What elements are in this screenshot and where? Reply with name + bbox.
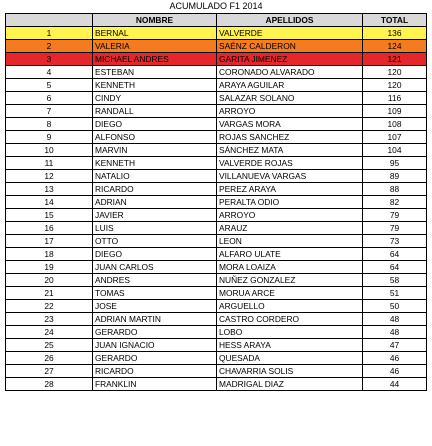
- nombre-cell[interactable]: GERARDO: [93, 326, 217, 339]
- apellidos-cell[interactable]: ALFARO ULATE: [217, 248, 363, 261]
- position-cell[interactable]: 18: [6, 248, 93, 261]
- nombre-cell[interactable]: OTTO: [93, 235, 217, 248]
- position-cell[interactable]: 6: [6, 92, 93, 105]
- apellidos-cell[interactable]: CASTRO CORDERO: [217, 313, 363, 326]
- table-row[interactable]: [6, 40, 427, 53]
- table-row[interactable]: [6, 79, 427, 92]
- standings-table: [5, 13, 427, 391]
- nombre-cell[interactable]: CINDY: [93, 92, 217, 105]
- position-cell[interactable]: 1: [6, 27, 93, 40]
- apellidos-cell[interactable]: ARGUELLO: [217, 300, 363, 313]
- table-row[interactable]: [6, 300, 427, 313]
- nombre-cell[interactable]: JOSE: [93, 300, 217, 313]
- table-row[interactable]: [6, 118, 427, 131]
- apellidos-cell[interactable]: ARROYO: [217, 209, 363, 222]
- nombre-cell[interactable]: LUIS: [93, 222, 217, 235]
- nombre-cell[interactable]: VALERIA: [93, 40, 217, 53]
- position-cell[interactable]: 21: [6, 287, 93, 300]
- table-row[interactable]: [6, 66, 427, 79]
- nombre-cell[interactable]: KENNETH: [93, 79, 217, 92]
- nombre-cell[interactable]: JUAN IGNACIO: [93, 339, 217, 352]
- apellidos-cell[interactable]: QUESADA: [217, 352, 363, 365]
- total-cell[interactable]: 116: [363, 92, 427, 105]
- total-cell[interactable]: 109: [363, 105, 427, 118]
- total-cell[interactable]: 44: [363, 378, 427, 391]
- apellidos-cell[interactable]: CORONADO ALVARADO: [217, 66, 363, 79]
- position-cell[interactable]: 26: [6, 352, 93, 365]
- header-nombre: NOMBRE: [93, 14, 217, 27]
- table-row[interactable]: [6, 352, 427, 365]
- position-cell[interactable]: 7: [6, 105, 93, 118]
- total-cell[interactable]: 50: [363, 300, 427, 313]
- total-cell[interactable]: 73: [363, 235, 427, 248]
- position-cell[interactable]: 27: [6, 365, 93, 378]
- nombre-cell[interactable]: MARVIN: [93, 144, 217, 157]
- total-cell[interactable]: 82: [363, 196, 427, 209]
- apellidos-cell[interactable]: ROJAS SANCHEZ: [217, 131, 363, 144]
- position-cell[interactable]: 22: [6, 300, 93, 313]
- nombre-cell[interactable]: KENNETH: [93, 157, 217, 170]
- total-cell[interactable]: 47: [363, 339, 427, 352]
- nombre-cell[interactable]: GERARDO: [93, 352, 217, 365]
- total-cell[interactable]: 79: [363, 222, 427, 235]
- position-cell[interactable]: 2: [6, 40, 93, 53]
- nombre-cell[interactable]: FRANKLIN: [93, 378, 217, 391]
- table-body: [6, 27, 427, 391]
- position-cell[interactable]: 10: [6, 144, 93, 157]
- position-cell[interactable]: 15: [6, 209, 93, 222]
- position-cell[interactable]: 4: [6, 66, 93, 79]
- total-cell[interactable]: 64: [363, 248, 427, 261]
- apellidos-cell[interactable]: PEREZ ARAYA: [217, 183, 363, 196]
- table-row[interactable]: [6, 170, 427, 183]
- apellidos-cell[interactable]: MADRIGAL DIAZ: [217, 378, 363, 391]
- apellidos-cell[interactable]: SALAZAR SOLANO: [217, 92, 363, 105]
- nombre-cell[interactable]: DIEGO: [93, 118, 217, 131]
- total-cell[interactable]: 46: [363, 365, 427, 378]
- table-row[interactable]: [6, 183, 427, 196]
- apellidos-cell[interactable]: VALVERDE ROJAS: [217, 157, 363, 170]
- nombre-cell[interactable]: BERNAL: [93, 27, 217, 40]
- nombre-cell[interactable]: RICARDO: [93, 183, 217, 196]
- total-cell[interactable]: 108: [363, 118, 427, 131]
- total-cell[interactable]: 58: [363, 274, 427, 287]
- header-apellidos: APELLIDOS: [217, 14, 363, 27]
- apellidos-cell[interactable]: GARITA JIMENEZ: [217, 53, 363, 66]
- apellidos-cell[interactable]: SÁNCHEZ MATA: [217, 144, 363, 157]
- table-row[interactable]: [6, 222, 427, 235]
- apellidos-cell[interactable]: MORA LOAIZA: [217, 261, 363, 274]
- table-row[interactable]: [6, 53, 427, 66]
- table-row[interactable]: [6, 274, 427, 287]
- total-cell[interactable]: 124: [363, 40, 427, 53]
- apellidos-cell[interactable]: ARAUZ: [217, 222, 363, 235]
- position-cell[interactable]: 8: [6, 118, 93, 131]
- apellidos-cell[interactable]: MORUA ARCE: [217, 287, 363, 300]
- apellidos-cell[interactable]: VALVERDE: [217, 27, 363, 40]
- nombre-cell[interactable]: TOMAS: [93, 287, 217, 300]
- sheet-title: ACUMULADO F1 2014: [169, 1, 263, 11]
- header-position: [6, 14, 93, 27]
- total-cell[interactable]: 51: [363, 287, 427, 300]
- total-cell[interactable]: 107: [363, 131, 427, 144]
- total-cell[interactable]: 136: [363, 27, 427, 40]
- total-cell[interactable]: 104: [363, 144, 427, 157]
- total-cell[interactable]: 48: [363, 326, 427, 339]
- nombre-cell[interactable]: ANDRES: [93, 274, 217, 287]
- total-cell[interactable]: 79: [363, 209, 427, 222]
- table-row[interactable]: [6, 105, 427, 118]
- position-cell[interactable]: 12: [6, 170, 93, 183]
- position-cell[interactable]: 16: [6, 222, 93, 235]
- nombre-cell[interactable]: RICARDO: [93, 365, 217, 378]
- nombre-cell[interactable]: ADRIAN: [93, 196, 217, 209]
- position-cell[interactable]: 14: [6, 196, 93, 209]
- table-row[interactable]: [6, 378, 427, 391]
- position-cell[interactable]: 25: [6, 339, 93, 352]
- position-cell[interactable]: 23: [6, 313, 93, 326]
- nombre-cell[interactable]: ADRIAN MARTIN: [93, 313, 217, 326]
- nombre-cell[interactable]: JAVIER: [93, 209, 217, 222]
- table-row[interactable]: [6, 27, 427, 40]
- apellidos-cell[interactable]: VILLANUEVA VARGAS: [217, 170, 363, 183]
- nombre-cell[interactable]: ESTEBAN: [93, 66, 217, 79]
- nombre-cell[interactable]: DIEGO: [93, 248, 217, 261]
- nombre-cell[interactable]: NATALIO: [93, 170, 217, 183]
- header-row: [6, 14, 427, 27]
- table-row[interactable]: [6, 248, 427, 261]
- position-cell[interactable]: 28: [6, 378, 93, 391]
- apellidos-cell[interactable]: NUÑEZ GONZALEZ: [217, 274, 363, 287]
- table-row[interactable]: [6, 339, 427, 352]
- total-cell[interactable]: 64: [363, 261, 427, 274]
- table-row[interactable]: [6, 144, 427, 157]
- position-cell[interactable]: 20: [6, 274, 93, 287]
- apellidos-cell[interactable]: LEON: [217, 235, 363, 248]
- position-cell[interactable]: 19: [6, 261, 93, 274]
- table-row[interactable]: [6, 261, 427, 274]
- apellidos-cell[interactable]: HESS ARAYA: [217, 339, 363, 352]
- apellidos-cell[interactable]: ARROYO: [217, 105, 363, 118]
- nombre-cell[interactable]: RANDALL: [93, 105, 217, 118]
- total-cell[interactable]: 95: [363, 157, 427, 170]
- position-cell[interactable]: 11: [6, 157, 93, 170]
- apellidos-cell[interactable]: ARAYA AGUILAR: [217, 79, 363, 92]
- position-cell[interactable]: 3: [6, 53, 93, 66]
- total-cell[interactable]: 46: [363, 352, 427, 365]
- total-cell[interactable]: 48: [363, 313, 427, 326]
- apellidos-cell[interactable]: VARGAS MORA: [217, 118, 363, 131]
- header-total: TOTAL: [363, 14, 427, 27]
- total-cell[interactable]: 120: [363, 66, 427, 79]
- table-row[interactable]: [6, 209, 427, 222]
- position-cell[interactable]: 5: [6, 79, 93, 92]
- table-row[interactable]: [6, 326, 427, 339]
- position-cell[interactable]: 24: [6, 326, 93, 339]
- position-cell[interactable]: 9: [6, 131, 93, 144]
- apellidos-cell[interactable]: PERALTA ODIO: [217, 196, 363, 209]
- table-row[interactable]: [6, 196, 427, 209]
- table-row[interactable]: [6, 157, 427, 170]
- nombre-cell[interactable]: JUAN CARLOS: [93, 261, 217, 274]
- table-row[interactable]: [6, 313, 427, 326]
- position-cell[interactable]: 13: [6, 183, 93, 196]
- nombre-cell[interactable]: MICHAEL ANDRES: [93, 53, 217, 66]
- table-row[interactable]: [6, 235, 427, 248]
- position-cell[interactable]: 17: [6, 235, 93, 248]
- apellidos-cell[interactable]: SAÉNZ CALDERON: [217, 40, 363, 53]
- total-cell[interactable]: 88: [363, 183, 427, 196]
- total-cell[interactable]: 121: [363, 53, 427, 66]
- table-row[interactable]: [6, 131, 427, 144]
- total-cell[interactable]: 120: [363, 79, 427, 92]
- table-row[interactable]: [6, 287, 427, 300]
- apellidos-cell[interactable]: LOBO: [217, 326, 363, 339]
- table-row[interactable]: [6, 365, 427, 378]
- nombre-cell[interactable]: ALFONSO: [93, 131, 217, 144]
- apellidos-cell[interactable]: CHAVARRIA SOLIS: [217, 365, 363, 378]
- table-row[interactable]: [6, 92, 427, 105]
- total-cell[interactable]: 89: [363, 170, 427, 183]
